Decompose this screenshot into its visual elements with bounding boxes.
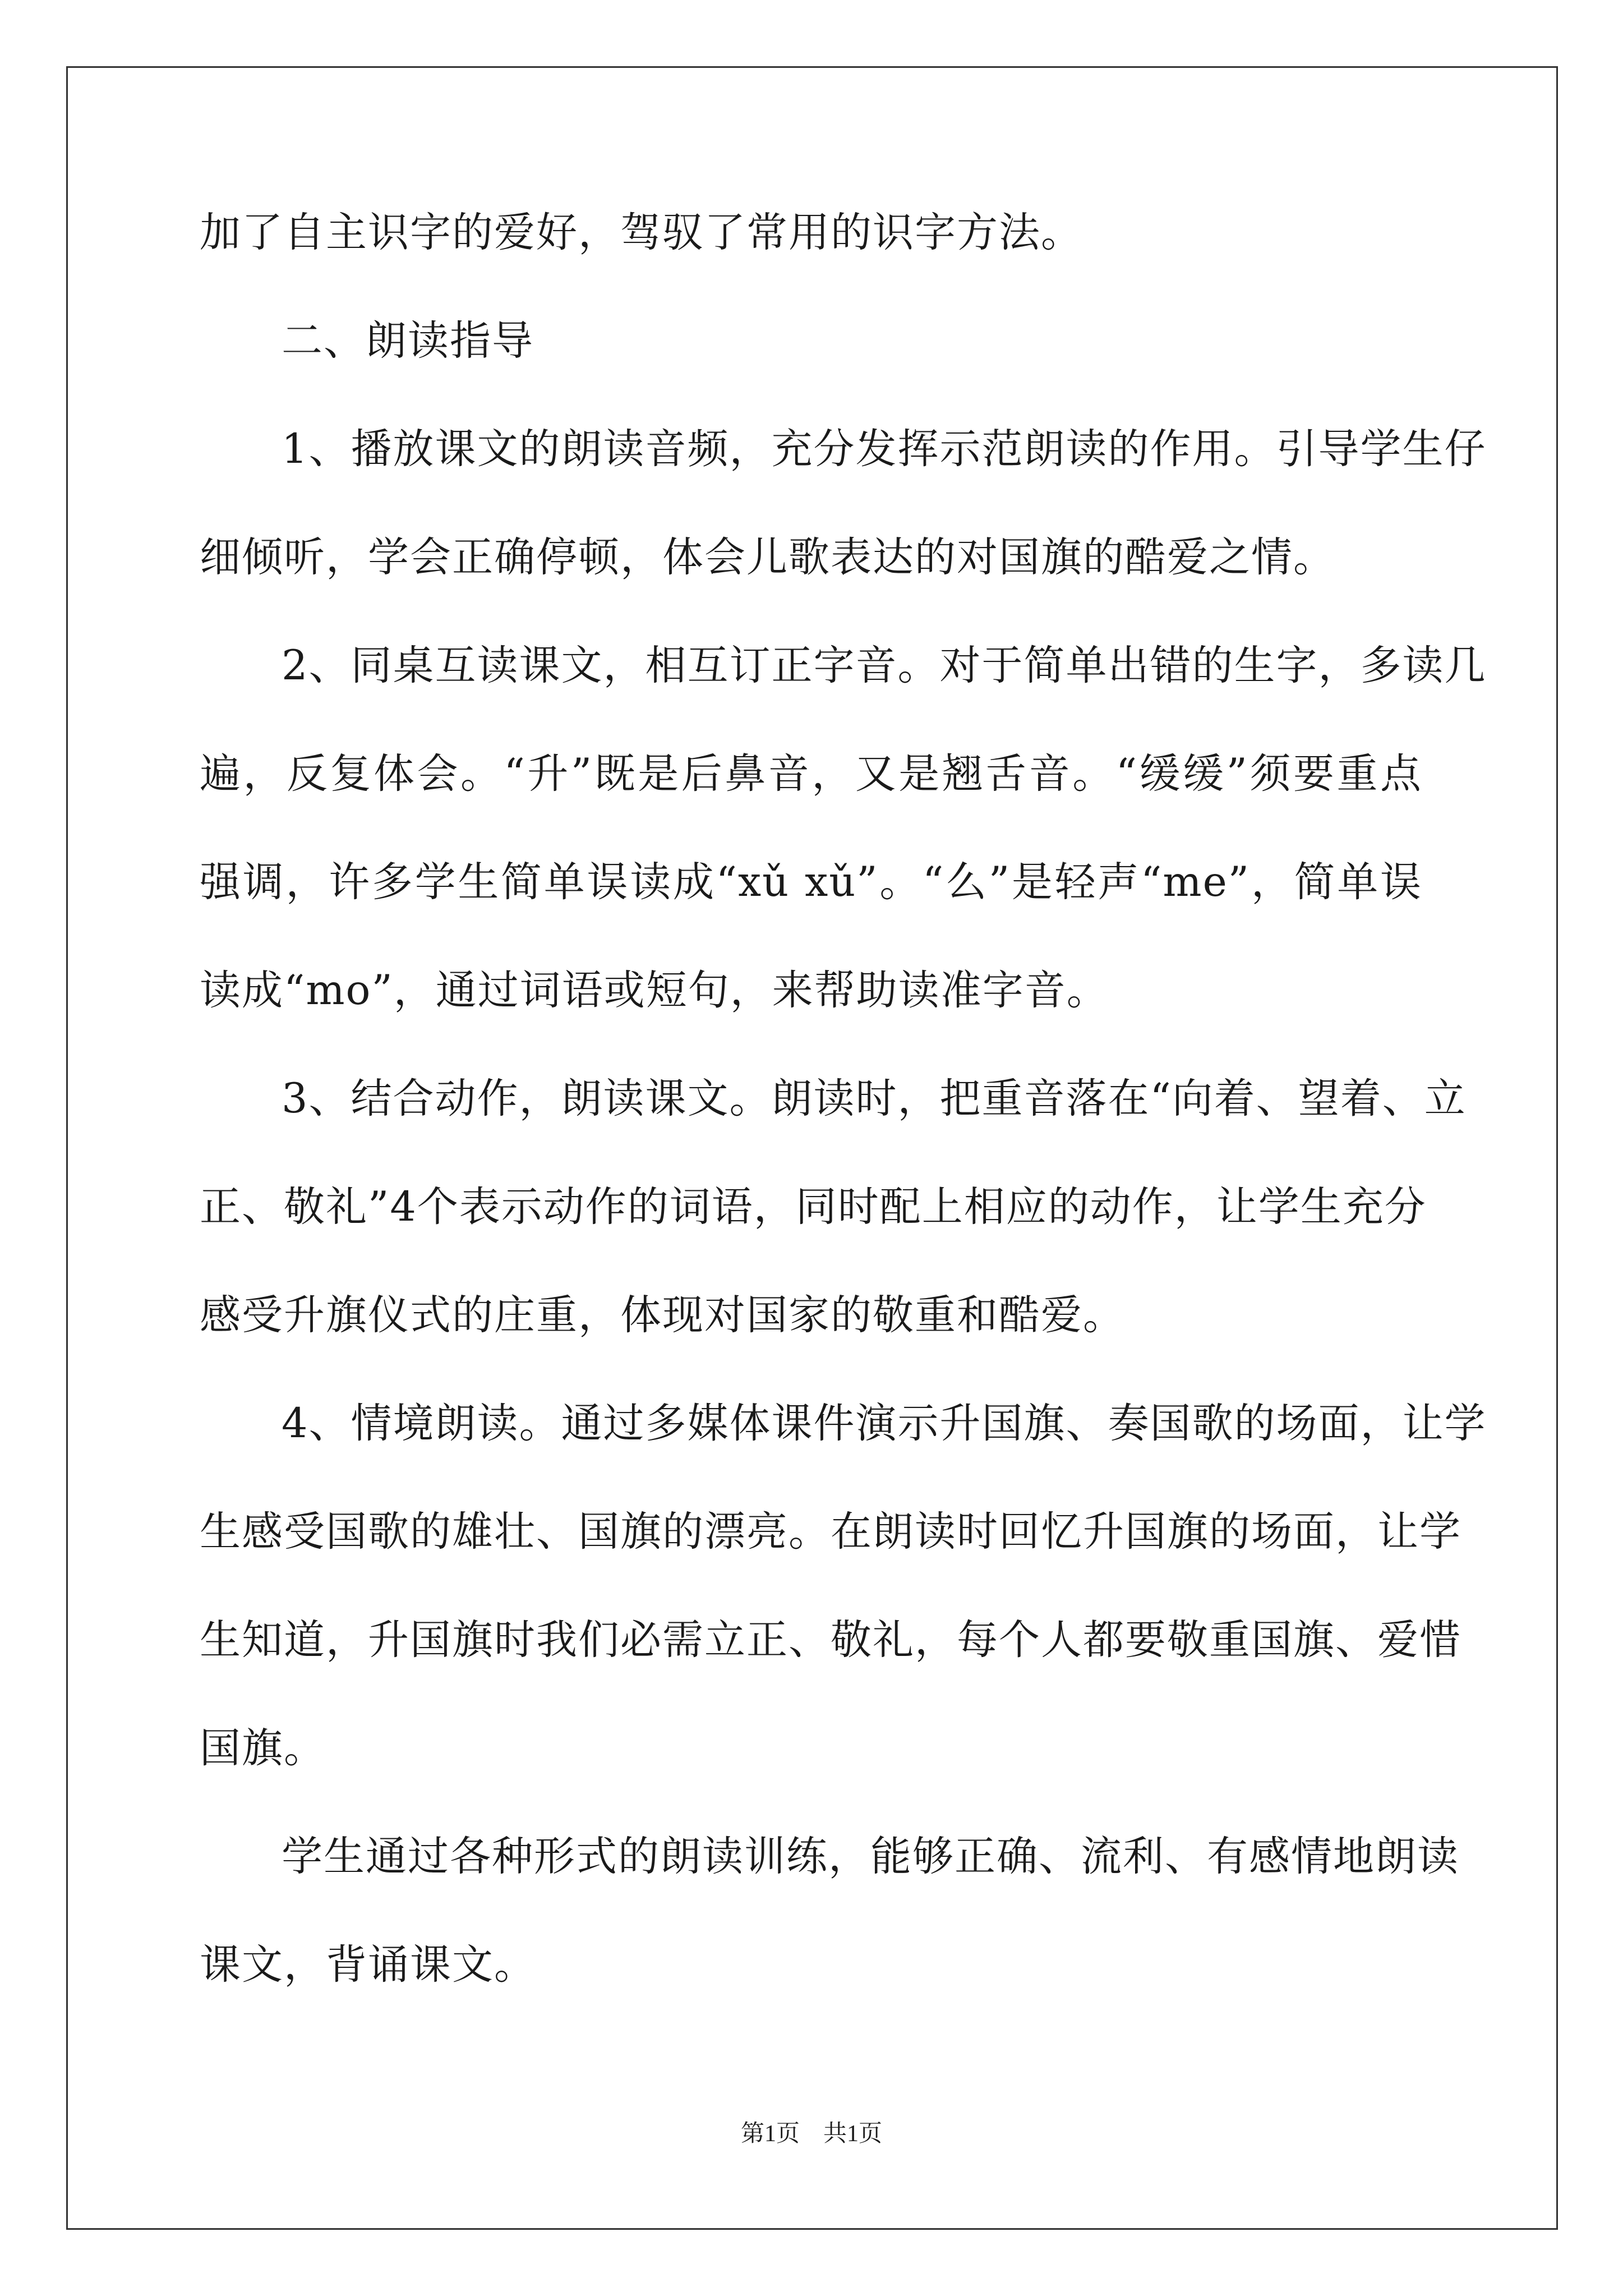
text-line: 感受升旗仪式的庄重，体现对国家的敬重和酷爱。 <box>200 1291 1125 1339</box>
page-border <box>66 66 1558 2230</box>
text-line: 读成“mo”，通过词语或短句，来帮助读准字音。 <box>200 967 1109 1014</box>
page-footer: 第1页 共1页 <box>740 2121 882 2147</box>
text-line: 生感受国歌的雄壮、国旗的漂亮。在朗读时回忆升国旗的场面，让学 <box>200 1508 1461 1556</box>
text-line: 课文，背诵课文。 <box>200 1941 536 1989</box>
text-line: 遍，反复体会。“升”既是后鼻音，又是翘舌音。“缓缓”须要重点 <box>200 750 1422 798</box>
text-line: 3、结合动作，朗读课文。朗读时，把重音落在“向着、望着、立 <box>282 1075 1467 1122</box>
text-line: 加了自主识字的爱好，驾驭了常用的识字方法。 <box>200 209 1083 256</box>
text-line: 强调，许多学生简单误读成“xǔ xǔ”。“么”是轻声“me”，简单误 <box>200 858 1422 906</box>
text-line: 细倾听，学会正确停顿，体会儿歌表达的对国旗的酷爱之情。 <box>200 533 1335 581</box>
text-line: 1、播放课文的朗读音频，充分发挥示范朗读的作用。引导学生仔 <box>282 425 1487 473</box>
text-line: 国旗。 <box>200 1724 326 1772</box>
text-line: 学生通过各种形式的朗读训练，能够正确、流利、有感情地朗读 <box>282 1833 1459 1880</box>
text-line: 4、情境朗读。通过多媒体课件演示升国旗、奏国歌的场面，让学 <box>282 1400 1487 1447</box>
text-line: 正、敬礼”4个表示动作的词语，同时配上相应的动作，让学生充分 <box>200 1183 1427 1231</box>
text-line: 2、同桌互读课文，相互订正字音。对于简单出错的生字，多读几 <box>282 642 1487 689</box>
text-line: 生知道，升国旗时我们必需立正、敬礼，每个人都要敬重国旗、爱惜 <box>200 1616 1461 1664</box>
section-heading: 二、朗读指导 <box>282 317 534 365</box>
